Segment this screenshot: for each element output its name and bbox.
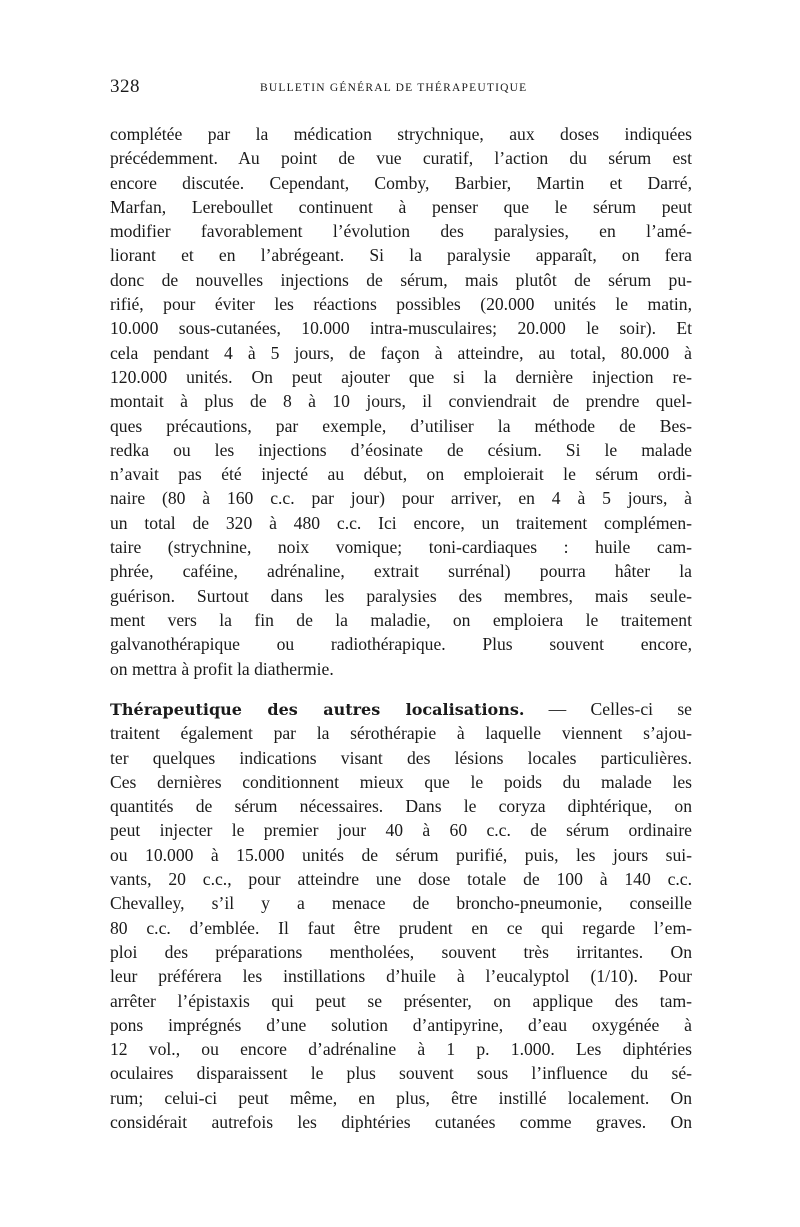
page-number: 328 [110,76,140,97]
text-line: leur préférera les instillations d’huile à l’eucalyptol (1/10). Pour [110,966,692,987]
text-line: modifier favorablement l’évolution des paralysies, en l’amé- [110,221,692,242]
text-line: rum; celui-ci peut même, en plus, être instillé localement. On [110,1087,692,1108]
section-heading: Thérapeutique des autres localisations. [110,700,525,719]
text-line: ou 10.000 à 15.000 unités de sérum purifié, puis, les jours sui- [110,844,692,865]
text-line: encore discutée. Cependant, Comby, Barbier, Martin et Darré, [110,172,692,193]
page-header [110,76,692,100]
heading-line-rest: — Celles-ci se [524,699,692,719]
text-line: cela pendant 4 à 5 jours, de façon à atteindre, au total, 80.000 à [110,342,692,363]
text-line: oculaires disparaissent le plus souvent sous l’influence du sé- [110,1063,692,1084]
text-line: 120.000 unités. On peut ajouter que si la dernière injection re- [110,366,692,387]
text-line: guérison. Surtout dans les paralysies des membres, mais seule- [110,585,692,606]
text-line: ques précautions, par exemple, d’utiliser la méthode de Bes- [110,415,692,436]
text-line: 12 vol., ou encore d’adrénaline à 1 p. 1.000. Les diphtéries [110,1039,692,1060]
text-line: Chevalley, s’il y a menace de broncho-pneumonie, conseille [110,893,692,914]
text-line: galvanothérapique ou radiothérapique. Plus souvent encore, [110,634,692,655]
running-head: BULLETIN GÉNÉRAL DE THÉRAPEUTIQUE [260,82,528,94]
text-line: on mettra à profit la diathermie. [110,658,334,679]
text-line: un total de 320 à 480 c.c. Ici encore, un traitement complémen- [110,512,692,533]
text-line: vants, 20 c.c., pour atteindre une dose totale de 100 à 140 c.c. [110,869,692,890]
text-line: Ces dernières conditionnent mieux que le poids du malade les [110,771,692,792]
text-line: ter quelques indications visant des lésions locales particulières. [110,747,692,768]
text-line: redka ou les injections d’éosinate de césium. Si le malade [110,439,692,460]
text-line-with-heading [110,697,692,721]
text-line: précédemment. Au point de vue curatif, l’action du sérum est [110,148,692,169]
text-line: quantités de sérum nécessaires. Dans le coryza diphtérique, on [110,796,692,817]
text-line: rifié, pour éviter les réactions possibles (20.000 unités le matin, [110,294,692,315]
text-line: Marfan, Lereboullet continuent à penser que le sérum peut [110,196,692,217]
text-line: taire (strychnine, noix vomique; toni-cardiaques : huile cam- [110,537,692,558]
text-line: naire (80 à 160 c.c. par jour) pour arriver, en 4 à 5 jours, à [110,488,692,509]
text-line: traitent également par la sérothérapie à laquelle viennent s’ajou- [110,723,692,744]
text-line: considérait autrefois les diphtéries cutanées comme graves. On [110,1112,692,1133]
text-line: 10.000 sous-cutanées, 10.000 intra-musculaires; 20.000 le soir). Et [110,318,692,339]
text-line: liorant et en l’abrégeant. Si la paralysie apparaît, on fera [110,245,692,266]
text-line: donc de nouvelles injections de sérum, mais plutôt de sérum pu- [110,269,692,290]
text-line: 80 c.c. d’emblée. Il faut être prudent en ce qui regarde l’em- [110,917,692,938]
paragraph-serotherapy-paralysis [110,122,692,681]
text-line: montait à plus de 8 à 10 jours, il conviendrait de prendre quel- [110,391,692,412]
text-line: ment vers la fin de la maladie, on emploiera le traitement [110,609,692,630]
paragraph-other-localisations [110,697,692,1134]
text-line: phrée, caféine, adrénaline, extrait surrénal) pourra hâter la [110,561,692,582]
text-line: n’avait pas été injecté au début, on emploierait le sérum ordi- [110,464,692,485]
text-line: ploi des préparations mentholées, souvent très irritantes. On [110,941,692,962]
text-line: complétée par la médication strychnique, aux doses indiquées [110,124,692,144]
text-line: arrêter l’épistaxis qui peut se présenter, on applique des tam- [110,990,692,1011]
text-line: pons imprégnés d’une solution d’antipyrine, d’eau oxygénée à [110,1014,692,1035]
text-line: peut injecter le premier jour 40 à 60 c.c. de sérum ordinaire [110,820,692,841]
